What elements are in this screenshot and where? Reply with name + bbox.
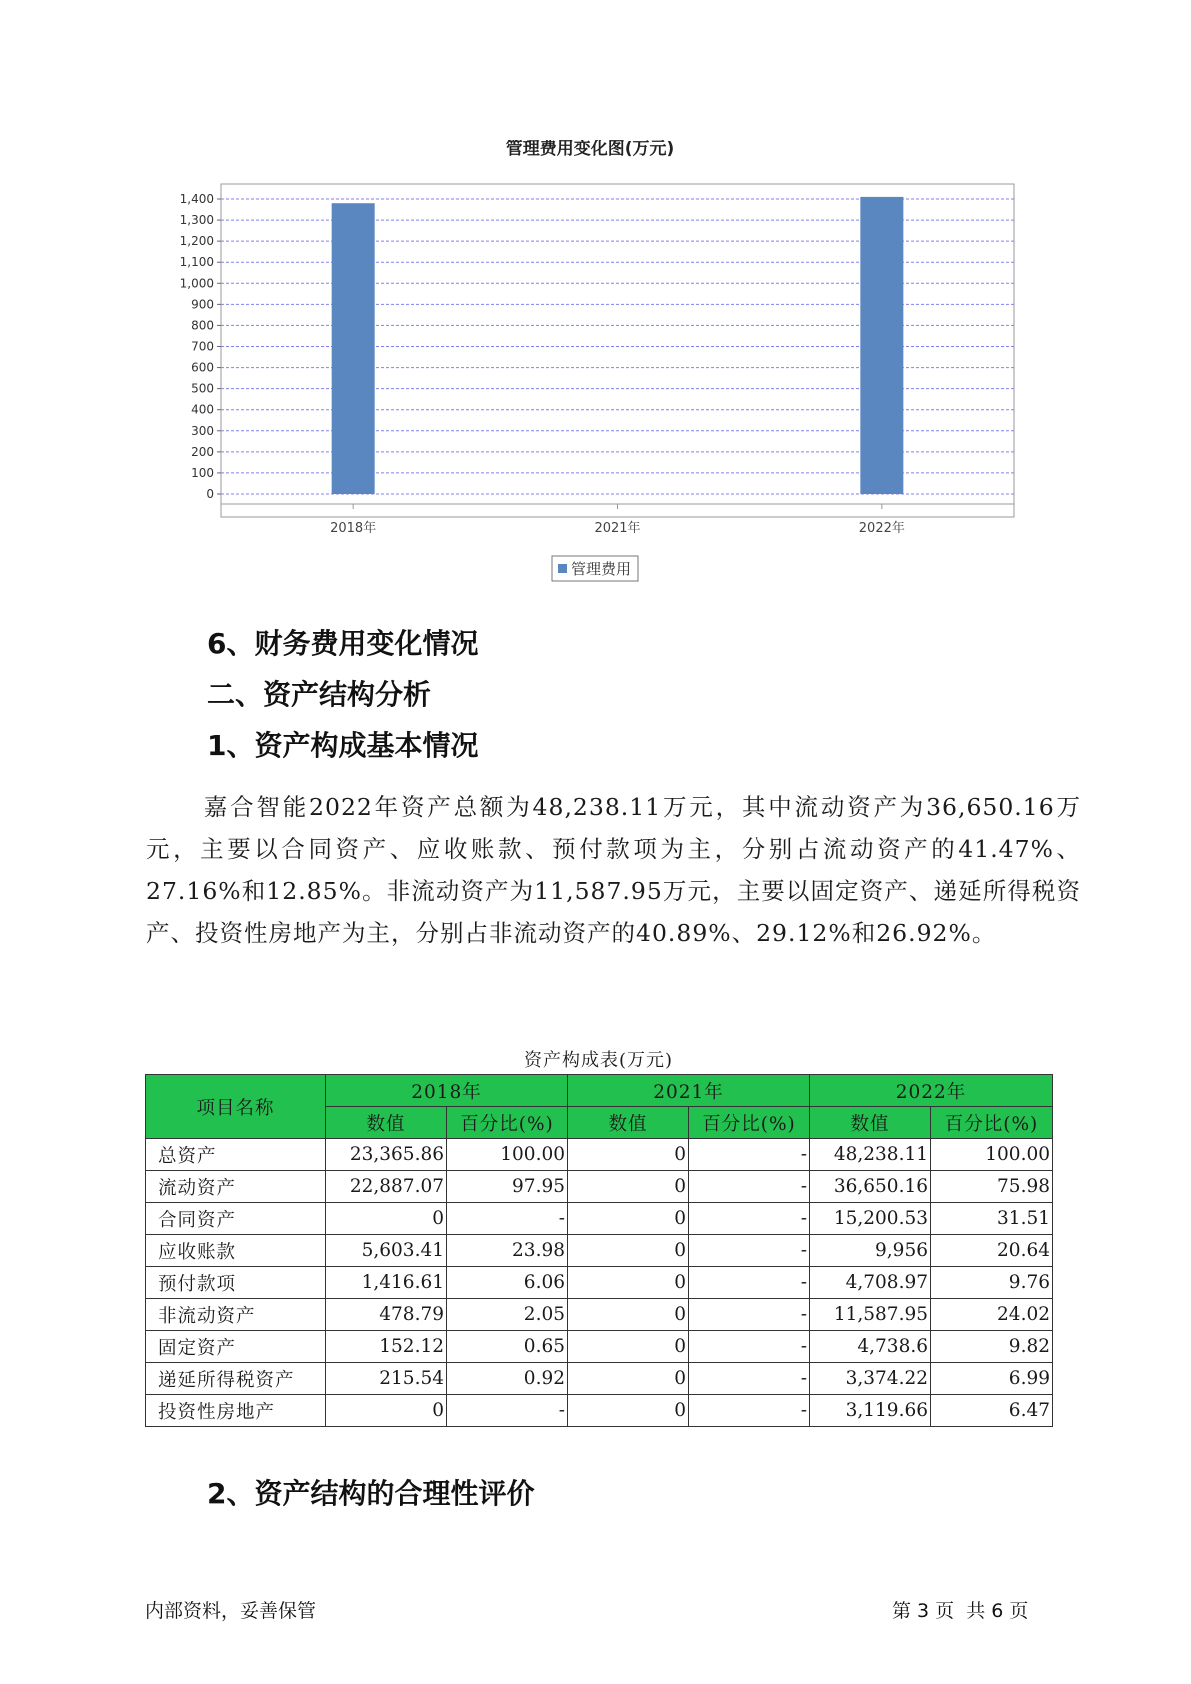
legend-label: 管理费用 [571,560,632,578]
cell: 6.06 [447,1267,568,1299]
table-caption: 资产构成表(万元) [523,1050,674,1071]
cell: - [689,1139,810,1171]
cell: 9.82 [931,1331,1053,1363]
cell: 36,650.16 [810,1171,931,1203]
cell: 478.79 [326,1299,447,1331]
heading-finance-expense: 6、财务费用变化情况 [207,627,479,660]
header-value: 数值 [326,1107,447,1139]
row-name: 递延所得税资产 [146,1363,326,1395]
y-tick-label: 1,400 [179,192,214,206]
cell: - [689,1363,810,1395]
table-row [146,1363,1053,1395]
cell: 152.12 [326,1331,447,1363]
cell: 75.98 [931,1171,1053,1203]
cell: - [689,1267,810,1299]
cell: - [447,1203,568,1235]
table-row [146,1235,1053,1267]
row-name: 预付款项 [146,1267,326,1299]
asset-summary-paragraph [146,786,1081,954]
cell: 22,887.07 [326,1171,447,1203]
y-tick-label: 100 [191,465,214,480]
cell: 4,738.6 [810,1331,931,1363]
cell: 0 [568,1395,689,1427]
cell: 0 [326,1203,447,1235]
cell: 9.76 [931,1267,1053,1299]
header-percent: 百分比(%) [447,1107,568,1139]
row-name: 非流动资产 [146,1299,326,1331]
cell: 0 [568,1363,689,1395]
table-row [146,1299,1053,1331]
chart-title: 管理费用变化图(万元) [505,140,675,159]
cell: 6.99 [931,1363,1053,1395]
cell: 100.00 [931,1139,1053,1171]
cell: 2.05 [447,1299,568,1331]
y-tick-label: 500 [191,381,214,396]
cell: 24.02 [931,1299,1053,1331]
cell: 9,956 [810,1235,931,1267]
row-name: 固定资产 [146,1331,326,1363]
cell: 20.64 [931,1235,1053,1267]
cell: 215.54 [326,1363,447,1395]
cell: 3,119.66 [810,1395,931,1427]
cell: 97.95 [447,1171,568,1203]
cell: - [689,1171,810,1203]
x-tick-label: 2021年 [594,521,641,536]
row-name: 总资产 [146,1139,326,1171]
cell: 100.00 [447,1139,568,1171]
heading-asset-evaluation: 2、资产结构的合理性评价 [207,1477,535,1510]
y-tick-label: 300 [191,423,214,438]
y-tick-label: 800 [191,318,214,333]
heading-asset-structure: 二、资产结构分析 [207,678,432,711]
footer-confidential: 内部资料，妥善保管 [145,1600,317,1622]
legend-swatch [558,564,567,573]
x-tick-label: 2018年 [330,521,377,536]
paragraph-text: 嘉合智能2022年资产总额为48,238.11万元，其中流动资产为36,650.16万元，主要以合同资产、应收账款、预付款项为主，分别占流动资产的41.47%、27.16%和12.85%。非流动资产为11,587.95万元，主要以固定资产、递延所得税资产、投资性房地产为主，分别占非流动资产的40.89%、29.12%和26.92%。 [146,793,1081,947]
header-year-2018: 2018年 [326,1075,568,1107]
cell: 15,200.53 [810,1203,931,1235]
cell: - [689,1203,810,1235]
cell: 0 [568,1203,689,1235]
y-tick-label: 600 [191,360,214,375]
cell: 48,238.11 [810,1139,931,1171]
table-row [146,1331,1053,1363]
header-percent: 百分比(%) [931,1107,1053,1139]
cell: - [689,1395,810,1427]
cell: 5,603.41 [326,1235,447,1267]
footer-page-number: 第 3 页 共 6 页 [892,1600,1029,1622]
management-expense-chart [150,140,1050,600]
cell: 11,587.95 [810,1299,931,1331]
header-value: 数值 [568,1107,689,1139]
row-name: 流动资产 [146,1171,326,1203]
cell: 4,708.97 [810,1267,931,1299]
legend [552,556,638,581]
cell: 0 [568,1267,689,1299]
header-item-name: 项目名称 [146,1075,326,1139]
y-tick-label: 400 [191,402,214,417]
cell: 0.65 [447,1331,568,1363]
header-percent: 百分比(%) [689,1107,810,1139]
table-row [146,1395,1053,1427]
y-tick-label: 1,300 [179,213,214,228]
asset-composition-table [145,1074,1053,1427]
header-year-2022: 2022年 [810,1075,1053,1107]
cell: 0 [568,1139,689,1171]
cell: - [689,1299,810,1331]
cell: 0 [326,1395,447,1427]
row-name: 合同资产 [146,1203,326,1235]
cell: 0.92 [447,1363,568,1395]
chart-svg [150,140,1050,600]
table-row [146,1267,1053,1299]
y-tick-label: 1,100 [179,255,214,270]
bar [860,197,903,494]
cell: 31.51 [931,1203,1053,1235]
cell: - [689,1235,810,1267]
cell: 6.47 [931,1395,1053,1427]
x-tick-label: 2022年 [858,521,905,536]
cell: - [447,1395,568,1427]
cell: 1,416.61 [326,1267,447,1299]
cell: 3,374.22 [810,1363,931,1395]
table-row [146,1171,1053,1203]
y-tick-label: 200 [191,444,214,459]
header-value: 数值 [810,1107,931,1139]
cell: 0 [568,1235,689,1267]
y-tick-label: 0 [206,487,214,501]
cell: 0 [568,1299,689,1331]
y-tick-label: 1,000 [179,276,214,291]
table-row [146,1203,1053,1235]
cell: 23.98 [447,1235,568,1267]
header-year-2021: 2021年 [568,1075,810,1107]
row-name: 应收账款 [146,1235,326,1267]
table-row [146,1139,1053,1171]
y-tick-label: 900 [191,297,214,312]
y-tick-label: 1,200 [179,234,214,249]
y-axis-ticks [180,192,221,501]
heading-asset-basic: 1、资产构成基本情况 [207,729,479,762]
bar [332,203,375,494]
cell: - [689,1331,810,1363]
cell: 0 [568,1331,689,1363]
row-name: 投资性房地产 [146,1395,326,1427]
y-tick-label: 700 [191,339,214,354]
cell: 23,365.86 [326,1139,447,1171]
cell: 0 [568,1171,689,1203]
